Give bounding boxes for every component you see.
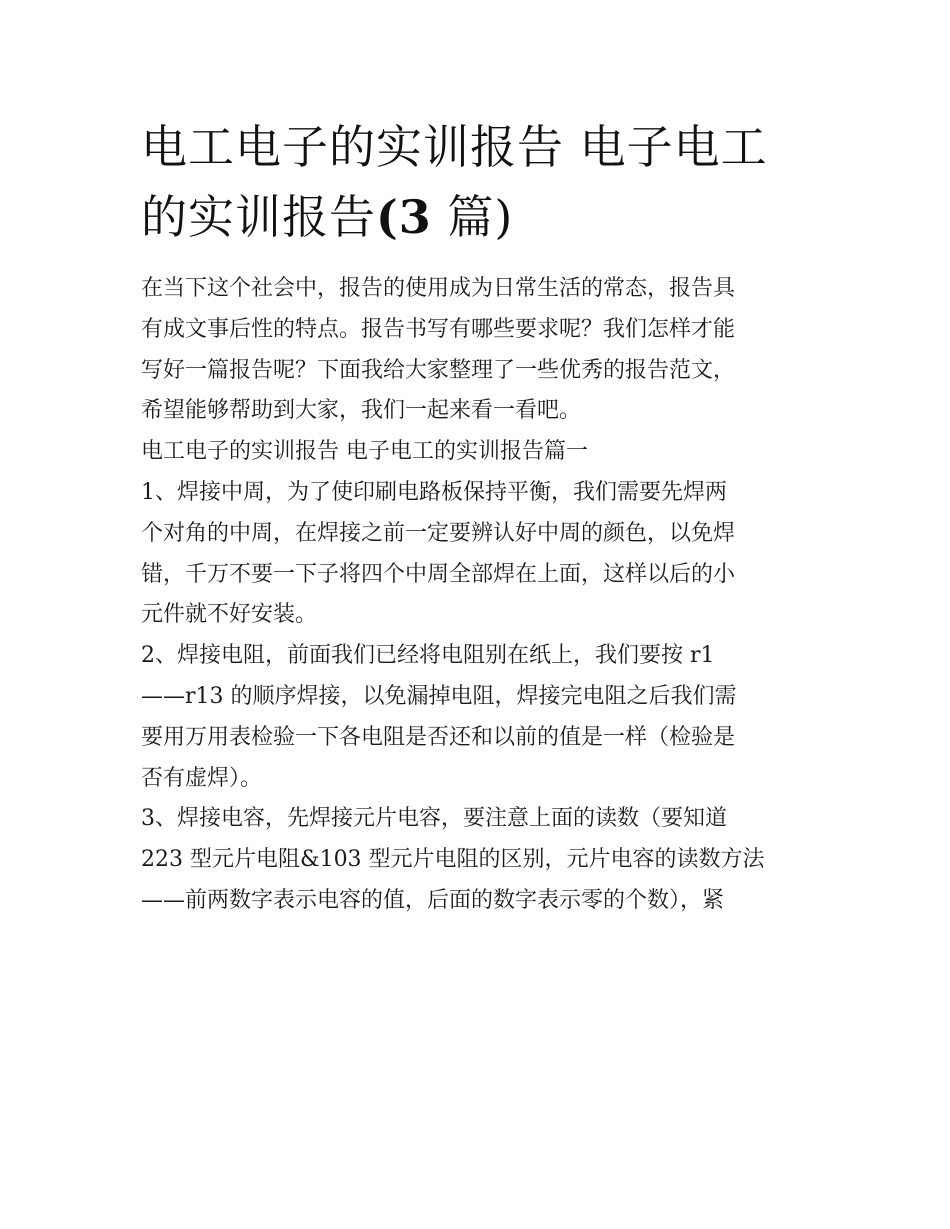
text-line: 个对角的中周，在焊接之前一定要辨认好中周的颜色，以免焊	[141, 520, 736, 546]
step-3-paragraph	[141, 799, 813, 921]
document-title	[141, 112, 813, 252]
text-line: 要用万用表检验一下各电阻是否还和以前的值是一样（检验是	[141, 724, 736, 750]
text-line: 否有虚焊）。	[141, 765, 263, 791]
title-line-2-prefix: 的实训报告	[141, 190, 376, 244]
text-line: ——前两数字表示电容的值，后面的数字表示零的个数），紧	[141, 887, 725, 913]
text-line: 223 型元片电阻&103 型元片电阻的区别，元片电容的读数方法	[141, 847, 765, 873]
step-2-paragraph	[141, 636, 813, 799]
text-line: 1、焊接中周，为了使印刷电路板保持平衡，我们需要先焊两	[141, 479, 727, 505]
intro-paragraph	[141, 269, 813, 432]
text-line: 元件就不好安装。	[141, 602, 318, 628]
text-line: 3、焊接电容，先焊接元片电容，要注意上面的读数（要知道	[141, 806, 727, 832]
title-line-2-suffix: 篇)	[431, 190, 514, 244]
text-line: 在当下这个社会中，报告的使用成为日常生活的常态，报告具	[141, 276, 736, 301]
text-line: 错，千万不要一下子将四个中周全部焊在上面，这样以后的小	[141, 561, 736, 587]
text-line: 希望能够帮助到大家，我们一起来看一看吧。	[141, 398, 582, 424]
title-line-1: 电工电子的实训报告 电子电工	[141, 120, 768, 174]
text-line: 有成文事后性的特点。报告书写有哪些要求呢？我们怎样才能	[141, 316, 736, 342]
section-heading	[141, 432, 813, 473]
text-line: 2、焊接电阻，前面我们已经将电阻别在纸上，我们要按 r1	[141, 643, 715, 669]
text-line: 写好一篇报告呢？下面我给大家整理了一些优秀的报告范文，	[141, 357, 736, 383]
document-page	[141, 112, 813, 922]
text-line: 电工电子的实训报告 电子电工的实训报告篇一	[141, 439, 588, 465]
step-1-paragraph	[141, 473, 813, 636]
document-body	[141, 269, 813, 922]
title-line-2-count: (3	[376, 190, 432, 244]
text-line: ——r13 的顺序焊接，以免漏掉电阻，焊接完电阻之后我们需	[141, 683, 737, 709]
title-line-2	[141, 182, 813, 252]
